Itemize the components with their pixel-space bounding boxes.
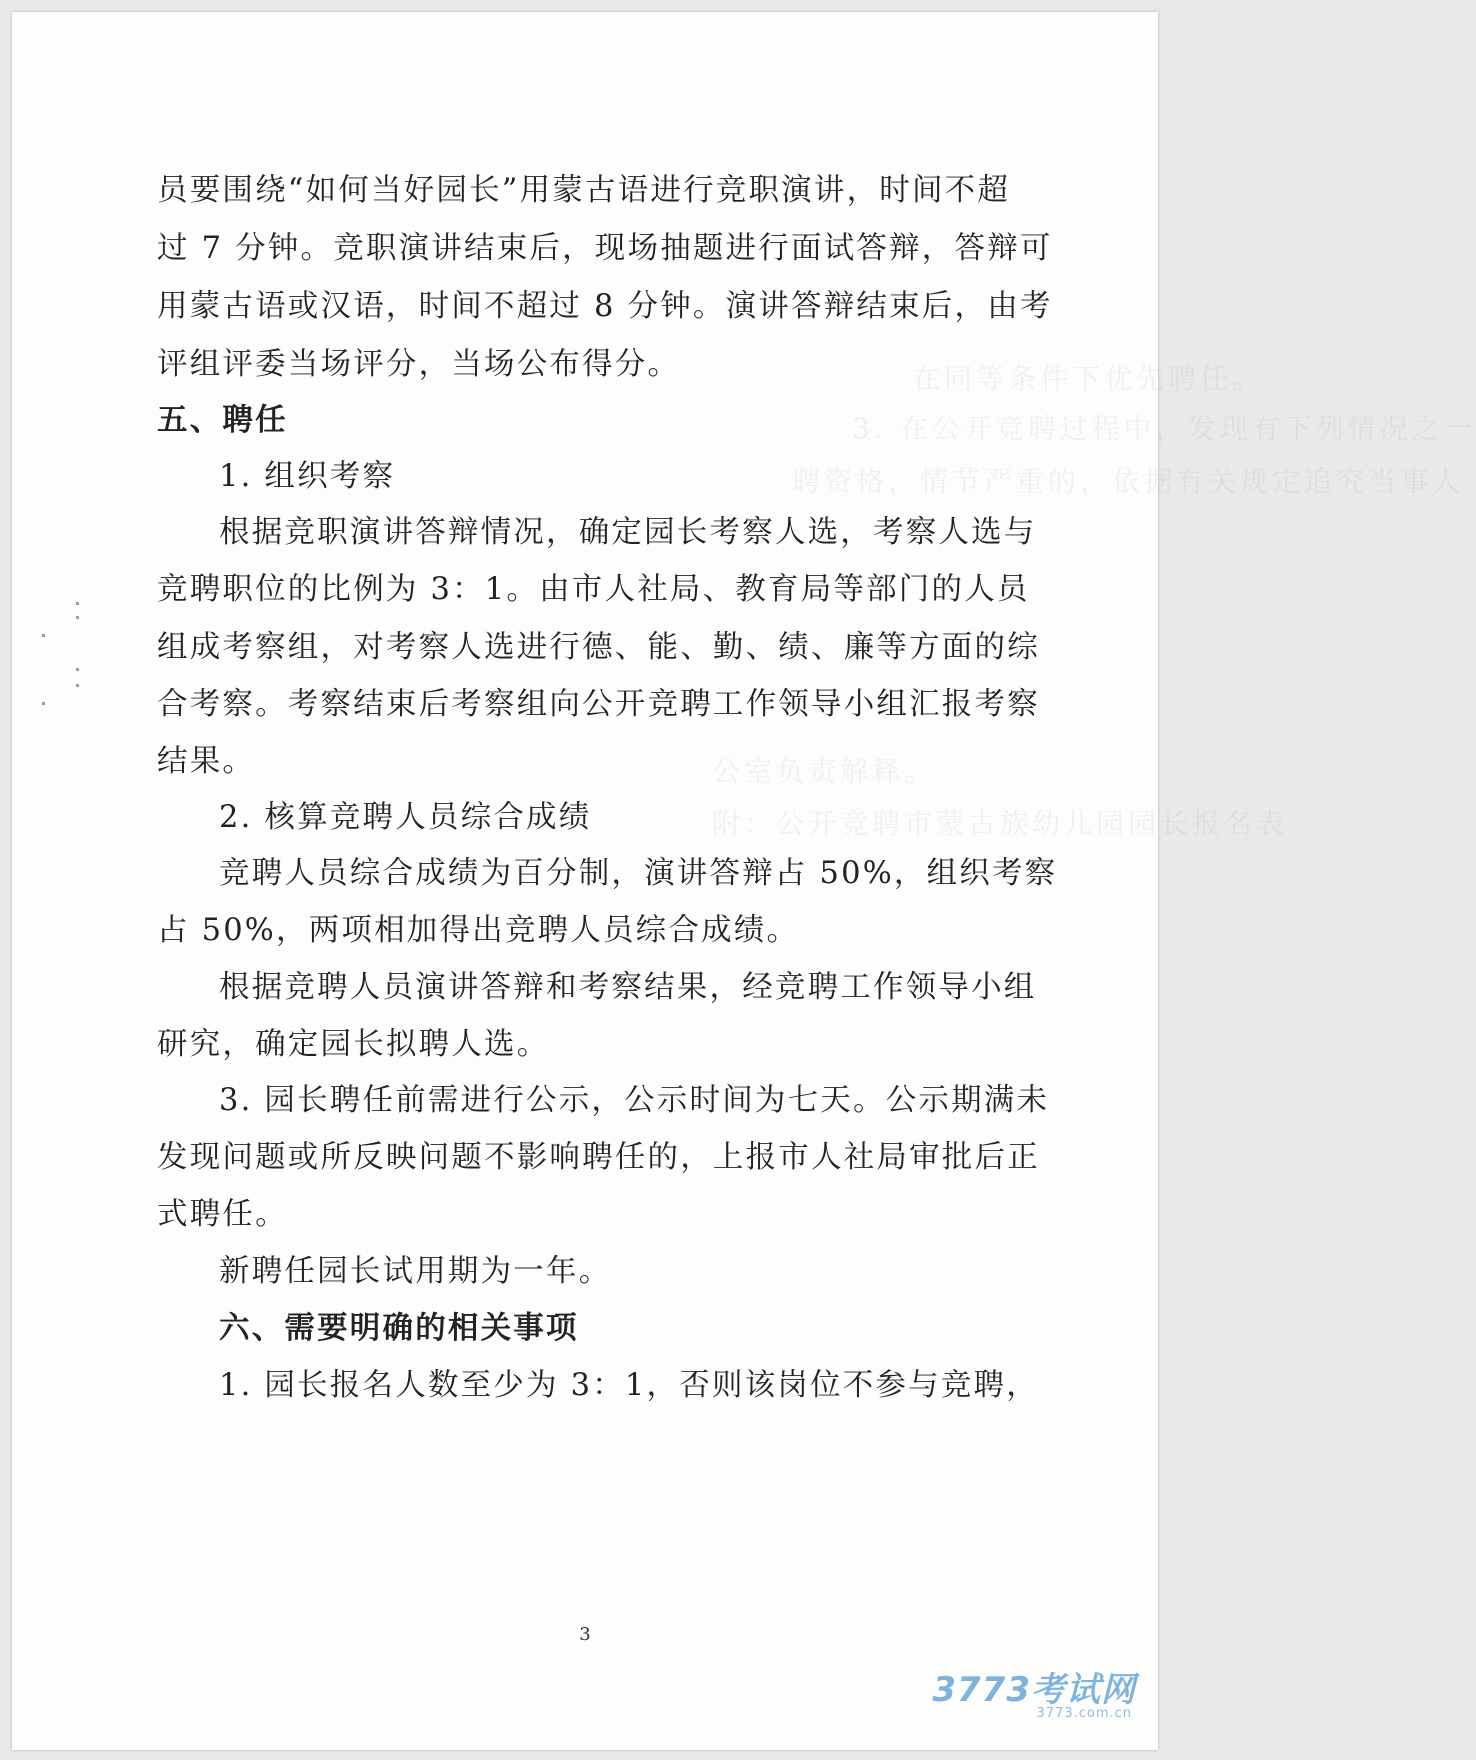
body-line: 式聘任。 [157, 1197, 288, 1232]
watermark-main: 3773考试网 [932, 1670, 1136, 1710]
section-heading-6: 六、需要明确的相关事项 [219, 1310, 579, 1346]
body-line: 竞聘职位的比例为 3：1。由市人社局、教育局等部门的人员 [157, 572, 1030, 607]
document-page [12, 12, 1476, 1750]
body-line: 3. 园长聘任前需进行公示，公示时间为七天。公示期满未 [219, 1083, 1050, 1118]
body-line: 占 50%，两项相加得出竞聘人员综合成绩。 [157, 913, 800, 948]
body-line: 用蒙古语或汉语，时间不超过 8 分钟。演讲答辩结束后，由考 [157, 289, 1053, 324]
body-line: 合考察。考察结束后考察组向公开竞聘工作领导小组汇报考察 [157, 687, 1040, 722]
body-line: 结果。 [157, 744, 256, 779]
section-heading-5: 五、聘任 [157, 402, 288, 438]
body-line: 根据竞聘人员演讲答辩和考察结果，经竞聘工作领导小组 [219, 970, 1037, 1005]
bleed-through: 在同等条件下优先聘任。 [912, 362, 1265, 395]
binding-mark [42, 634, 45, 637]
binding-mark [76, 684, 79, 687]
bleed-through: 附：公开竞聘市蒙古族幼儿园园长报名表 [712, 807, 1289, 840]
binding-mark [76, 602, 79, 605]
page-number: 3 [579, 1624, 591, 1645]
body-line: 根据竞职演讲答辩情况，确定园长考察人选，考察人选与 [219, 515, 1037, 550]
subsection-title: 2. 核算竞聘人员综合成绩 [219, 800, 592, 835]
binding-mark [42, 702, 45, 705]
body-line: 员要围绕“如何当好园长”用蒙古语进行竞职演讲，时间不超 [157, 173, 1011, 208]
watermark-url: 3773.com.cn [1036, 1706, 1132, 1721]
body-line: 发现问题或所反映问题不影响聘任的，上报市人社局审批后正 [157, 1140, 1040, 1175]
watermark-logo [926, 1662, 1136, 1732]
body-line: 竞聘人员综合成绩为百分制，演讲答辩占 50%，组织考察 [219, 856, 1058, 891]
body-line: 新聘任园长试用期为一年。 [219, 1254, 612, 1289]
body-line: 过 7 分钟。竞职演讲结束后，现场抽题进行面试答辩，答辩可 [157, 231, 1053, 266]
bleed-through: 聘资格，情节严重的，依据有关规定追究当事人 [792, 465, 1465, 498]
body-line: 组成考察组，对考察人选进行德、能、勤、绩、廉等方面的综 [157, 630, 1040, 665]
body-line: 评组评委当场评分，当场公布得分。 [157, 347, 681, 382]
bleed-through: 公室负责解释。 [712, 755, 937, 788]
binding-mark [76, 668, 79, 671]
bleed-through: 3. 在公开竞聘过程中，发现有下列情况之一 [852, 412, 1476, 445]
body-line: 研究，确定园长拟聘人选。 [157, 1027, 550, 1062]
subsection-title: 1. 组织考察 [219, 459, 396, 494]
binding-mark [76, 616, 79, 619]
body-line: 1. 园长报名人数至少为 3：1，否则该岗位不参与竞聘， [219, 1368, 1039, 1403]
